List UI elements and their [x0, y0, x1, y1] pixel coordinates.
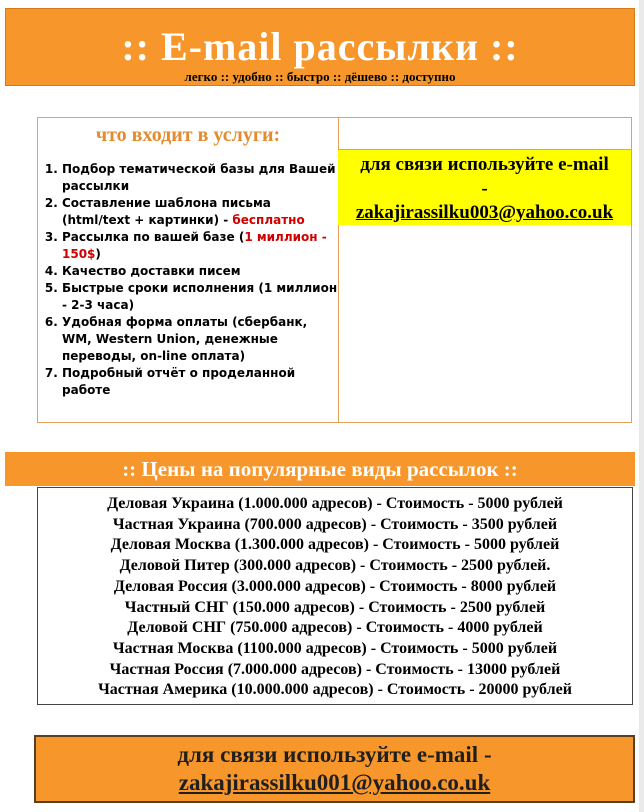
- page-subtitle: легко :: удобно :: быстро :: дёшево :: доступно: [184, 69, 456, 84]
- contact-line: для связи используйте e-mail: [360, 154, 609, 175]
- contact-dash: -: [481, 178, 488, 199]
- services-heading: что входит в услуги:: [95, 124, 281, 146]
- price-row: Частная Москва (1100.000 адресов) - Стоимость - 5000 рублей: [112, 639, 558, 657]
- price-row: Деловая Украина (1.000.000 адресов) - Стоимость - 5000 рублей: [107, 495, 563, 512]
- footer-contact-line: для связи используйте e-mail -: [177, 742, 492, 767]
- list-item: 2. Составление шаблона письма (html/text + картинки) - бесплатно: [62, 195, 338, 229]
- price-row: Частный СНГ (150.000 адресов) - Стоимость - 2500 рублей: [124, 598, 546, 616]
- contact-box: [338, 149, 631, 225]
- services-table: [37, 117, 632, 423]
- list-item: 1. Подбор тематической базы для Вашей рассылки: [62, 161, 338, 195]
- price-row: Деловой Питер (300.000 адресов) - Стоимость - 2500 рублей.: [119, 557, 551, 575]
- list-item: 6. Удобная форма оплаты (сбербанк, WM, Western Union, денежные переводы, on-line оплата): [62, 314, 338, 365]
- price-row: Деловая Москва (1.300.000 адресов) - Стоимость - 5000 рублей: [110, 536, 560, 554]
- header-banner: [5, 8, 635, 86]
- price-row: Деловая Россия (3.000.000 адресов) - Стоимость - 8000 рублей: [113, 577, 557, 595]
- price-row: Частная Америка (10.000.000 адресов) - Стоимость - 20000 рублей: [98, 681, 572, 699]
- prices-list: [37, 487, 633, 705]
- page-edge-divider: [639, 0, 644, 812]
- prices-heading: :: Цены на популярные виды рассылок ::: [5, 452, 635, 486]
- list-item: 4. Качество доставки писем: [62, 263, 338, 280]
- list-item: 7. Подробный отчёт о проделанной работе: [62, 365, 338, 399]
- footer-contact: [34, 735, 635, 803]
- footer-email-link[interactable]: zakajirassilku001@yahoo.co.uk: [178, 770, 491, 795]
- page-title: :: E-mail рассылки ::: [121, 24, 519, 69]
- price-row: Частная Украина (700.000 адресов) - Стоимость - 3500 рублей: [112, 515, 558, 533]
- price-row: Деловой СНГ (750.000 адресов) - Стоимость - 4000 рублей: [127, 619, 543, 637]
- services-column: [38, 118, 339, 422]
- price-row: Частная Россия (7.000.000 адресов) - Стоимость - 13000 рублей: [109, 660, 561, 678]
- list-item: 3. Рассылка по вашей базе (1 миллион - 150$): [62, 229, 338, 263]
- services-list: [38, 161, 338, 399]
- list-item: 5. Быстрые сроки исполнения (1 миллион - 2-3 часа): [62, 280, 338, 314]
- contact-email-link[interactable]: zakajirassilku003@yahoo.co.uk: [355, 202, 614, 223]
